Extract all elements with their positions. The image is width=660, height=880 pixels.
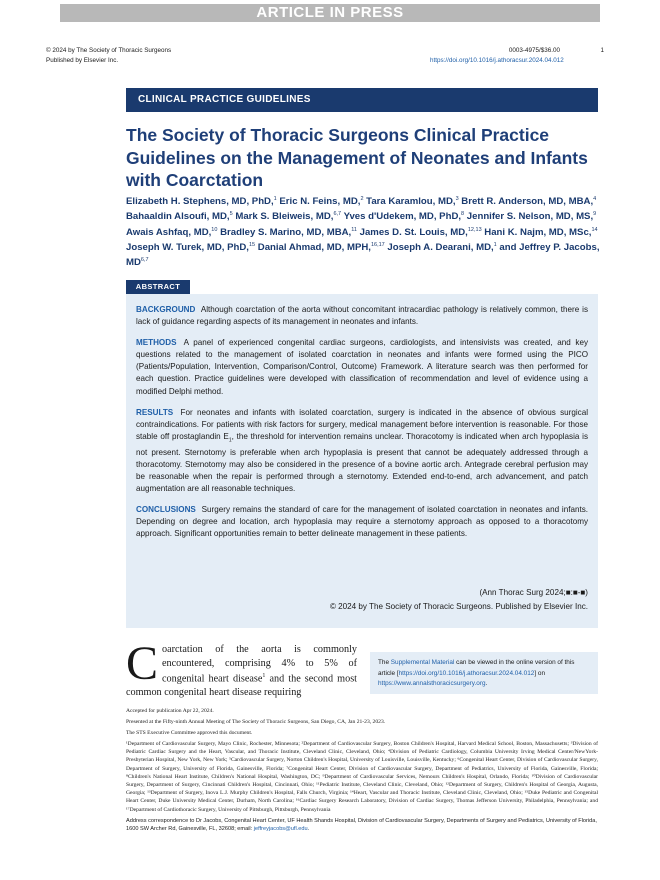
author-affiliation: 9	[593, 211, 597, 218]
abstract-methods	[136, 337, 588, 397]
correspondence-end: .	[307, 825, 310, 832]
author-affiliation: 6,7	[333, 211, 342, 218]
supplemental-material-link[interactable]: Supplemental Material	[390, 659, 455, 666]
author-affiliation: 11	[351, 226, 357, 233]
conclusions-text: Surgery remains the standard of care for the management of isolated coarctation in neonates and infants. Depending on degree and location, arch hypoplasia may require a sternotomy approach as opposed to a thoracotomy approach. Significant opportunities remain to better delineate management in these patients.	[136, 504, 589, 539]
reference-1[interactable]: 1	[262, 673, 266, 680]
author-affiliation: 1	[493, 241, 497, 248]
body-text-a: oarctation of the aorta is commonly encountered, comprising 4% to 5% of congenital heart disease	[162, 644, 357, 685]
abstract-background	[136, 304, 588, 328]
body-intro	[126, 637, 357, 700]
supp-mid2: ] on	[534, 669, 546, 677]
author-name: Jeffrey P. Jacobs, MD	[126, 242, 600, 269]
author-list	[126, 193, 600, 269]
author-name: Joseph W. Turek, MD, PhD,	[126, 242, 249, 254]
author-name: Awais Ashfaq, MD,	[126, 226, 212, 238]
author-affiliation: 6,7	[140, 257, 149, 264]
author-affiliation: 14	[591, 226, 598, 233]
author-affiliation: 12,13	[467, 226, 482, 233]
body-text-b: and the second most common congenital heart disease requiring	[126, 673, 357, 699]
author-name: Tara Karamlou, MD,	[366, 196, 456, 208]
author-affiliation: 15	[248, 241, 256, 248]
journal-site-link[interactable]: https://www.annalsthoracicsurgery.org	[378, 680, 486, 687]
abstract-conclusions	[136, 504, 588, 540]
supp-pre: The	[378, 659, 391, 666]
approved-note: The STS Executive Committee approved this document.	[126, 730, 253, 736]
author-name: Danial Ahmad, MD, MPH,	[257, 242, 371, 254]
abstract-results	[136, 407, 588, 495]
results-subscript: 1	[228, 437, 232, 444]
header-doi-link[interactable]: https://doi.org/10.1016/j.athoracsur.2024.04.012	[430, 57, 564, 64]
author-affiliation: 3	[455, 196, 459, 202]
author-name: and	[499, 242, 517, 254]
author-name: Mark S. Bleiweis, MD,	[235, 211, 334, 223]
results-text-b: , the threshold for intervention remains unclear. Thoracotomy is indicated when arch hypoplasia is not present. Sternotomy is preferable when arch hypoplasia is present that cannot be adequately addressed through a thoracotomy. Sternotomy may also be considered in the presence of a bovine aortic arch. Antegrade cerebral perfusion may be reasonable when the repair is performed through a sternotomy. Extended end-to-end, arch advancement, and patch augmentation are all reasonable techniques.	[136, 431, 588, 493]
author-affiliation: 4	[593, 196, 597, 202]
article-title: The Society of Thoracic Surgeons Clinical Practice Guidelines on the Management of Neonates and Infants with Coarctation	[126, 125, 588, 190]
header-right	[430, 46, 564, 66]
author-name: Bradley S. Marino, MD, MBA,	[220, 226, 352, 238]
author-name: Eric N. Feins, MD,	[279, 196, 361, 208]
author-affiliation: 10	[211, 226, 218, 233]
page-number: 1	[600, 47, 604, 54]
author-affiliation: 1	[273, 196, 277, 202]
background-text: Although coarctation of the aorta without concomitant intracardiac pathology is relatively common, there is lack of guidance regarding aspects of its management in neonates and infants.	[136, 305, 588, 327]
results-heading: RESULTS	[136, 407, 174, 417]
author-name: Brett R. Anderson, MD, MBA,	[461, 196, 594, 208]
author-affiliation: 8	[461, 211, 465, 218]
correspondence-text: Address correspondence to Dr Jacobs, Congenital Heart Center, UF Health Shands Hospital, Division of Cardiovascular Surgery, Departments of Surgery and Pediatrics, University of Florida, 1600 SW Archer Rd, Gainesville, FL, 32608; email:	[126, 817, 597, 832]
header-left	[46, 46, 171, 66]
methods-text: A panel of experienced congenital cardiac surgeons, cardiologists, and intensivists was created, and key questions related to the management of isolated coarctation in neonates and infants were formed using the PICO (Patients/Population, Intervention, Comparison/Control, Outcome) Framework. A literature search was then performed for each question. Practice guidelines were developed with classification of recommendation and level of evidence using a modified Delphi method.	[136, 338, 588, 396]
citation: (Ann Thorac Surg 2024;■:■-■)	[479, 588, 588, 597]
author-name: Yves d'Udekem, MD, PhD,	[343, 211, 462, 223]
results-text-a: For neonates and infants with isolated coarctation, surgery is indicated in the absence of obvious surgical contraindications. For patients with risk factors for surgery, medical management before intervention is reasonable. For those stable off prostaglandin E	[136, 407, 588, 441]
correspondence	[126, 817, 598, 833]
header-issn: 0003-4975/$36.00	[508, 47, 560, 54]
dropcap: C	[126, 637, 159, 690]
email-link[interactable]: jeffreyjacobs@ufl.edu	[253, 825, 308, 832]
author-affiliation: 5	[229, 211, 233, 218]
author-name: Elizabeth H. Stephens, MD, PhD,	[126, 196, 274, 208]
supplemental-doi-link[interactable]: https://doi.org/10.1016/j.athoracsur.2024.04.012	[398, 669, 535, 677]
section-label: CLINICAL PRACTICE GUIDELINES	[126, 88, 598, 112]
abstract-copyright: © 2024 by The Society of Thoracic Surgeons. Published by Elsevier Inc.	[329, 602, 588, 611]
footnotes	[126, 707, 598, 836]
presented-note: Presented at the Fifty-ninth Annual Meeting of The Society of Thoracic Surgeons, San Diego, CA, Jan 21-23, 2023.	[126, 719, 386, 725]
author-name: James D. St. Louis, MD,	[359, 226, 468, 238]
author-name: Bahaaldin Alsoufi, MD,	[126, 211, 230, 223]
abstract-label: ABSTRACT	[126, 280, 190, 294]
abstract-box	[126, 294, 598, 628]
header-publisher: Published by Elsevier Inc.	[46, 57, 119, 64]
conclusions-heading: CONCLUSIONS	[136, 504, 196, 514]
supp-mid: can be viewed in the online version of this article [	[378, 659, 575, 677]
author-affiliation: 2	[360, 196, 364, 202]
supplemental-box	[370, 652, 598, 694]
author-affiliation: 16,17	[370, 241, 385, 248]
affiliations: ¹Department of Cardiovascular Surgery, Mayo Clinic, Rochester, Minnesota; ²Department of Cardiovascular Surgery, Boston Children's Hospital, Harvard Medical School, Boston, Massachusetts; ³Division of Pediatric Cardiac Surgery and the Heart, Vascular, and Thoracic Institute, Cleveland Clinic, Cleveland, Ohio; ⁴Division of Pediatric Cardiology, Columbia University Irving Medical Center/NewYork-Presbyterian Hospital, New York, New York; ⁵Cardiovascular Surgery, Norton Children's Hospital, University of Louisville, Louisville, Kentucky; ⁶Congenital Heart Center, Division of Cardiovascular Surgery, Department of Surgery, University of Florida, Gainesville, Florida; ⁷Congenital Heart Center, Division of Cardiovascular Surgery, Department of Pediatrics, University of Florida, Gainesville, Florida; ⁸Children's National Heart Institute, Children's National Hospital, Washington, DC; ⁹Department of Cardiovascular Services, Nemours Children's Hospital, Orlando, Florida; ¹⁰Division of Cardiovascular Surgery, Department of Surgery, Cincinnati Children's Hospital, Cincinnati, Ohio; ¹¹Pediatric Institute, Cleveland Clinic, Cleveland, Ohio; ¹²Department of Surgery, Children's Hospital of Georgia, Augusta, Georgia; ¹³Department of Surgery, Inova L.J. Murphy Children's Hospital, Falls Church, Virginia; ¹⁴Heart, Vascular and Thoracic Institute, Cleveland Clinic, Cleveland, Ohio; ¹⁵Duke Pediatric and Congenital Heart Center, Duke University Medical Center, Durham, North Carolina; ¹⁶Cardiac Surgery Research Laboratory, Division of Cardiac Surgery, Thomas Jefferson University, Philadelphia, Pennsylvania; and ¹⁷Department of Cardiothoracic Surgery, University of Pittsburgh, Pittsburgh, Pennsylvania	[126, 741, 598, 813]
supp-post: .	[485, 680, 488, 687]
background-heading: BACKGROUND	[136, 305, 196, 314]
author-name: Jennifer S. Nelson, MD, MS,	[466, 211, 594, 223]
article-in-press-banner: ARTICLE IN PRESS	[60, 4, 600, 22]
author-name: Joseph A. Dearani, MD,	[387, 242, 494, 254]
author-name: Hani K. Najm, MD, MSc,	[484, 226, 592, 238]
header-copyright: © 2024 by The Society of Thoracic Surgeons	[46, 47, 172, 54]
methods-heading: METHODS	[136, 338, 177, 348]
accepted-note: Accepted for publication Apr 22, 2024.	[126, 708, 214, 714]
